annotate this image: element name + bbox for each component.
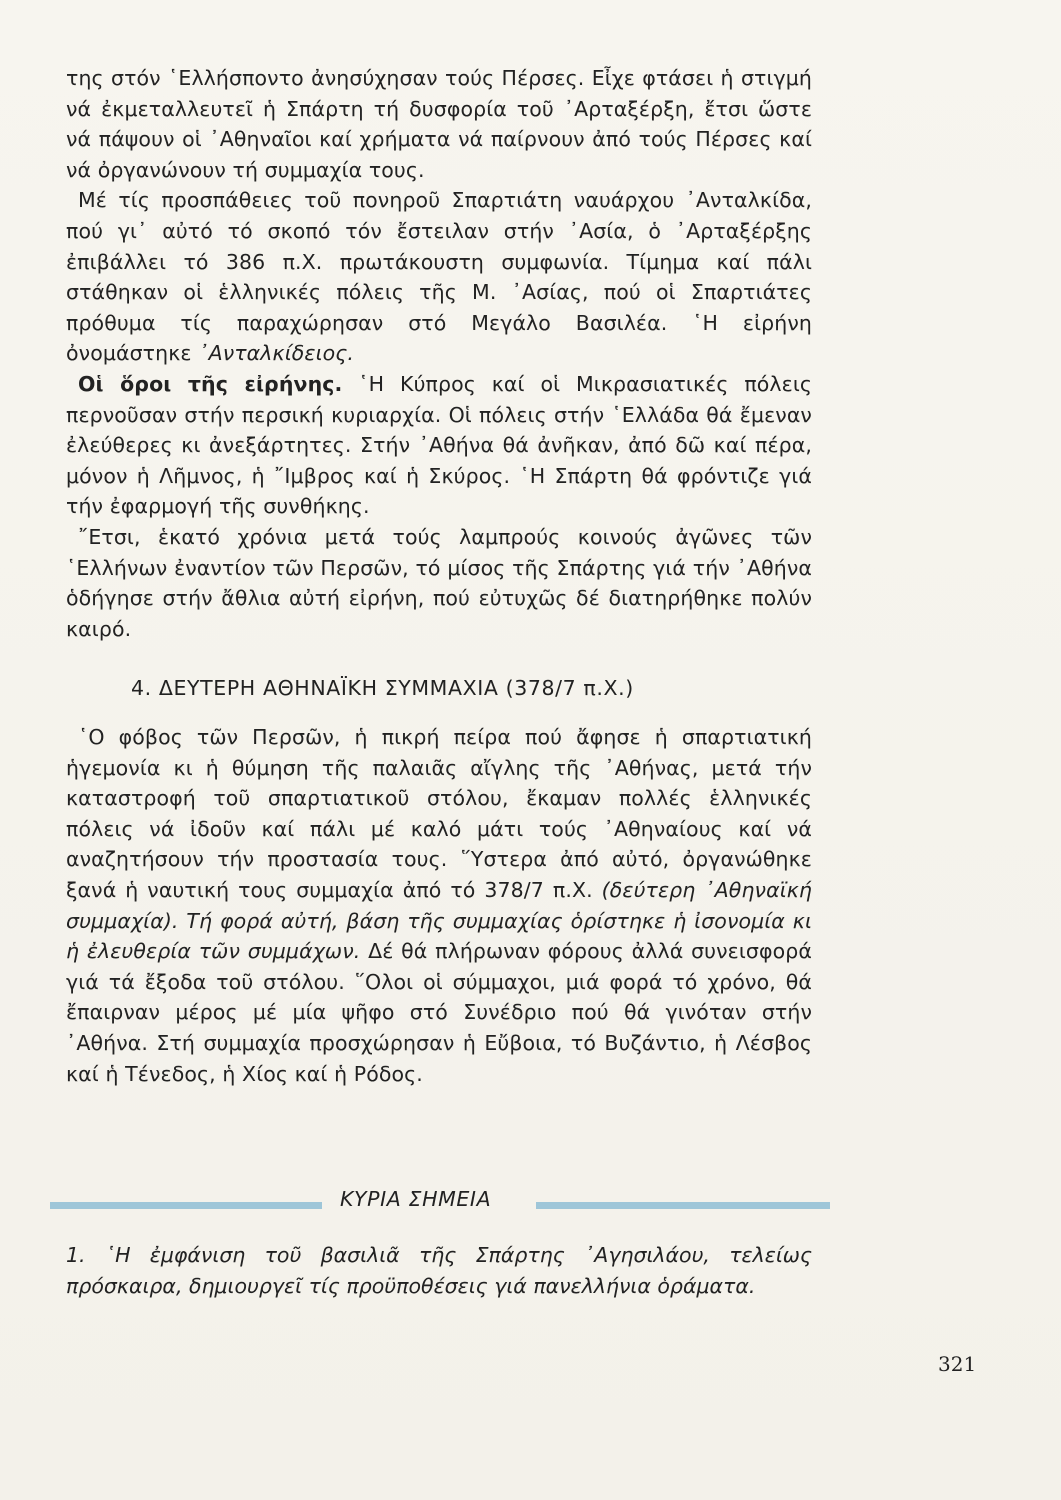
section-text-block <box>66 722 812 1089</box>
divider-left <box>50 1202 322 1209</box>
paragraph-antalkidas <box>66 185 812 369</box>
second-alliance-text-2: Δέ θά πλήρωναν φόρους ἀλλά συνεισφορά γιά τά ἔξοδα τοῦ στόλου. ῞Ολοι οἱ σύμμαχοι, μιά φορά τό χρόνο, θά ἔπαιρναν μέρος μέ μία ψῆφο στό Συνέδριο πού θά γινόταν στήν ᾿Αθήνα. Στή συμμαχία προσχώρησαν ἡ Εὔβοια, τό Βυζάντιο, ἡ Λέσβος καί ἡ Τένεδος, ἡ Χίος καί ἡ Ρόδος. <box>66 939 812 1086</box>
second-alliance-italic: (δεύτερη ᾿Αθηναϊκή συμμαχία). Τή φορά αὐτή, βάση τῆς συμμαχίας ὁρίστηκε ἡ ἰσονομία κι ἡ ἐλευθερία τῶν συμμάχων. <box>66 877 812 964</box>
paragraph-peace-terms <box>66 369 812 522</box>
main-text-block <box>66 63 812 644</box>
paragraph-continuation: της στόν ῾Ελλήσποντο ἀνησύχησαν τούς Πέρσες. Εἶχε φτάσει ἡ στιγμή νά ἐκμεταλλευτεῖ ἡ Σπάρτη τή δυσφορία τοῦ ᾿Αρταξέρξη, ἔτσι ὥστε νά πάψουν οἱ ᾿Αθηναῖοι καί χρήματα νά παίρνουν ἀπό τούς Πέρσες καί νά ὀργανώνουν τή συμμαχία τους. <box>66 66 812 182</box>
peace-terms-text: ῾Η Κύπρος καί οἱ Μικρασιατικές πόλεις περνοῦσαν στήν περσική κυριαρχία. Οἱ πόλεις στήν ῾Ελλάδα θά ἔμεναν ἐλεύθερες κι ἀνεξάρτητες. Στήν ᾿Αθήνα θά ἀνῆκαν, ἀπό δῶ καί πέρα, μόνον ἡ Λῆμνος, ἡ ῎Ιμβρος καί ἡ Σκύρος. ῾Η Σπάρτη θά φρόντιζε γιά τήν ἐφαρμογή τῆς συνθήκης. <box>66 371 812 519</box>
paragraph-conclusion: ῎Ετσι, ἑκατό χρόνια μετά τούς λαμπρούς κοινούς ἀγῶνες τῶν ῾Ελλήνων ἐναντίον τῶν Περσῶν, τό μίσος τῆς Σπάρτης γιά τήν ᾿Αθήνα ὁδήγησε στήν ἄθλια αὐτή εἰρήνη, πού εὐτυχῶς δέ διατηρήθηκε πολύν καιρό. <box>66 524 812 641</box>
page-number: 321 <box>938 1352 977 1376</box>
key-points-title: ΚΥΡΙΑ ΣΗΜΕΙΑ <box>340 1187 492 1211</box>
divider-right <box>536 1202 830 1209</box>
paragraph-antalkidas-text: Μέ τίς προσπάθειες τοῦ πονηροῦ Σπαρτιάτη ναυάρχου ᾿Ανταλκίδα, πού γι᾿ αὐτό τό σκοπό τόν ἔστειλαν στήν ᾿Ασία, ὁ ᾿Αρταξέρξης ἐπιβάλλει τό 386 π.Χ. πρωτάκουστη συμφωνία. Τίμημα καί πάλι στάθηκαν οἱ ἑλληνικές πόλεις τῆς Μ. ᾿Ασίας, πού οἱ Σπαρτιάτες πρόθυμα τίς παραχώρησαν στό Μεγάλο Βασιλέα. ῾Η εἰρήνη ὀνομάστηκε <box>66 188 812 366</box>
paragraph-second-alliance <box>66 722 812 1089</box>
peace-terms-heading: Οἱ ὅροι τῆς εἰρήνης. <box>78 371 343 396</box>
antalkideios-term: ᾿Ανταλκίδειος. <box>198 341 354 366</box>
key-point-1: 1. ῾Η ἐμφάνιση τοῦ βασιλιᾶ τῆς Σπάρτης ᾿Αγησιλάου, τελείως πρόσκαιρα, δημιουργεῖ τίς προϋποθέσεις γιά πανελλήνια ὁράματα. <box>66 1243 812 1298</box>
second-alliance-text: ῾Ο φόβος τῶν Περσῶν, ἡ πικρή πείρα πού ἄφησε ἡ σπαρτιατική ἡγεμονία κι ἡ θύμηση τῆς παλαιᾶς αἴγλης τῆς ᾿Αθήνας, μετά τήν καταστροφή τοῦ σπαρτιατικοῦ στόλου, ἔκαμαν πολλές ἑλληνικές πόλεις νά ἰδοῦν καί πάλι μέ καλό μάτι τούς ᾿Αθηναίους καί νά αναζητήσουν τήν προστασία τους. ῞Υστερα ἀπό αὐτό, ὀργανώθηκε ξανά ἡ ναυτική τους συμμαχία ἀπό τό 378/7 π.Χ. <box>66 725 812 902</box>
section-heading: 4. ΔΕΥΤΕΡΗ ΑΘΗΝΑΪΚΗ ΣΥΜΜΑΧΙΑ (378/7 π.Χ.) <box>131 676 634 700</box>
key-points-header <box>50 1183 830 1223</box>
